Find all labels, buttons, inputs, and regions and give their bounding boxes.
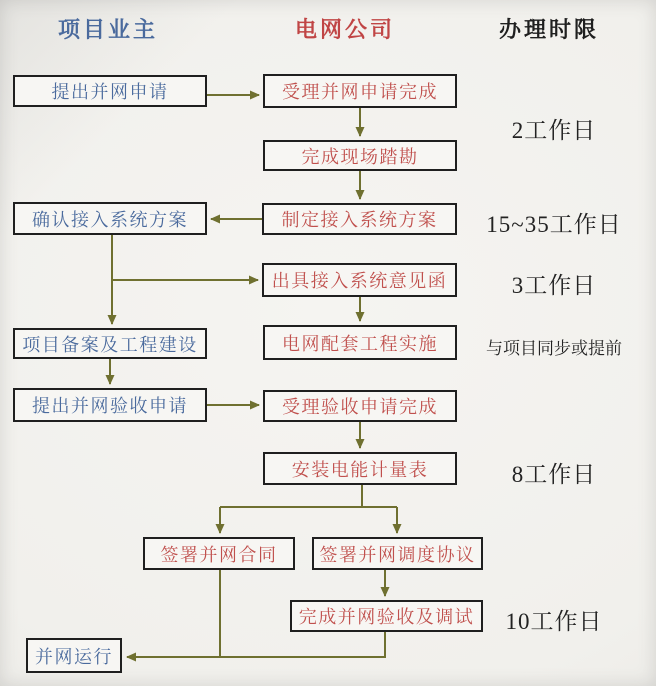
timing-accept: 2工作日 xyxy=(511,118,597,143)
column-header-time-limit: 办理时限 xyxy=(498,17,599,42)
node-grid-operation: 并网运行 xyxy=(26,638,122,673)
node-draft-plan: 制定接入系统方案 xyxy=(262,203,457,235)
timing-test: 10工作日 xyxy=(505,609,603,634)
node-complete-acceptance: 完成并网验收及调试 xyxy=(290,600,483,632)
node-site-survey: 完成现场踏勘 xyxy=(263,140,457,171)
timing-opinion: 3工作日 xyxy=(511,273,597,298)
node-accept-application: 受理并网申请完成 xyxy=(263,74,457,108)
column-header-grid-company: 电网公司 xyxy=(294,17,395,42)
timing-plan: 15~35工作日 xyxy=(486,212,622,237)
node-confirm-plan: 确认接入系统方案 xyxy=(13,202,207,235)
node-acceptance-request: 提出并网验收申请 xyxy=(13,388,207,422)
node-install-meter: 安装电能计量表 xyxy=(263,452,457,485)
node-apply: 提出并网申请 xyxy=(13,75,207,107)
branch-meter-split xyxy=(220,485,397,507)
node-sign-contract: 签署并网合同 xyxy=(143,537,295,570)
timing-meter: 8工作日 xyxy=(511,462,597,487)
node-accept-acceptance: 受理验收申请完成 xyxy=(263,390,457,422)
node-issue-opinion: 出具接入系统意见函 xyxy=(262,263,457,297)
column-header-project-owner: 项目业主 xyxy=(57,17,158,42)
node-filing-construction: 项目备案及工程建设 xyxy=(13,328,207,359)
node-supporting-works: 电网配套工程实施 xyxy=(263,325,457,360)
arrow-test-to-operation xyxy=(127,632,385,657)
timing-works: 与项目同步或提前 xyxy=(486,339,622,358)
node-sign-dispatch: 签署并网调度协议 xyxy=(312,537,483,570)
